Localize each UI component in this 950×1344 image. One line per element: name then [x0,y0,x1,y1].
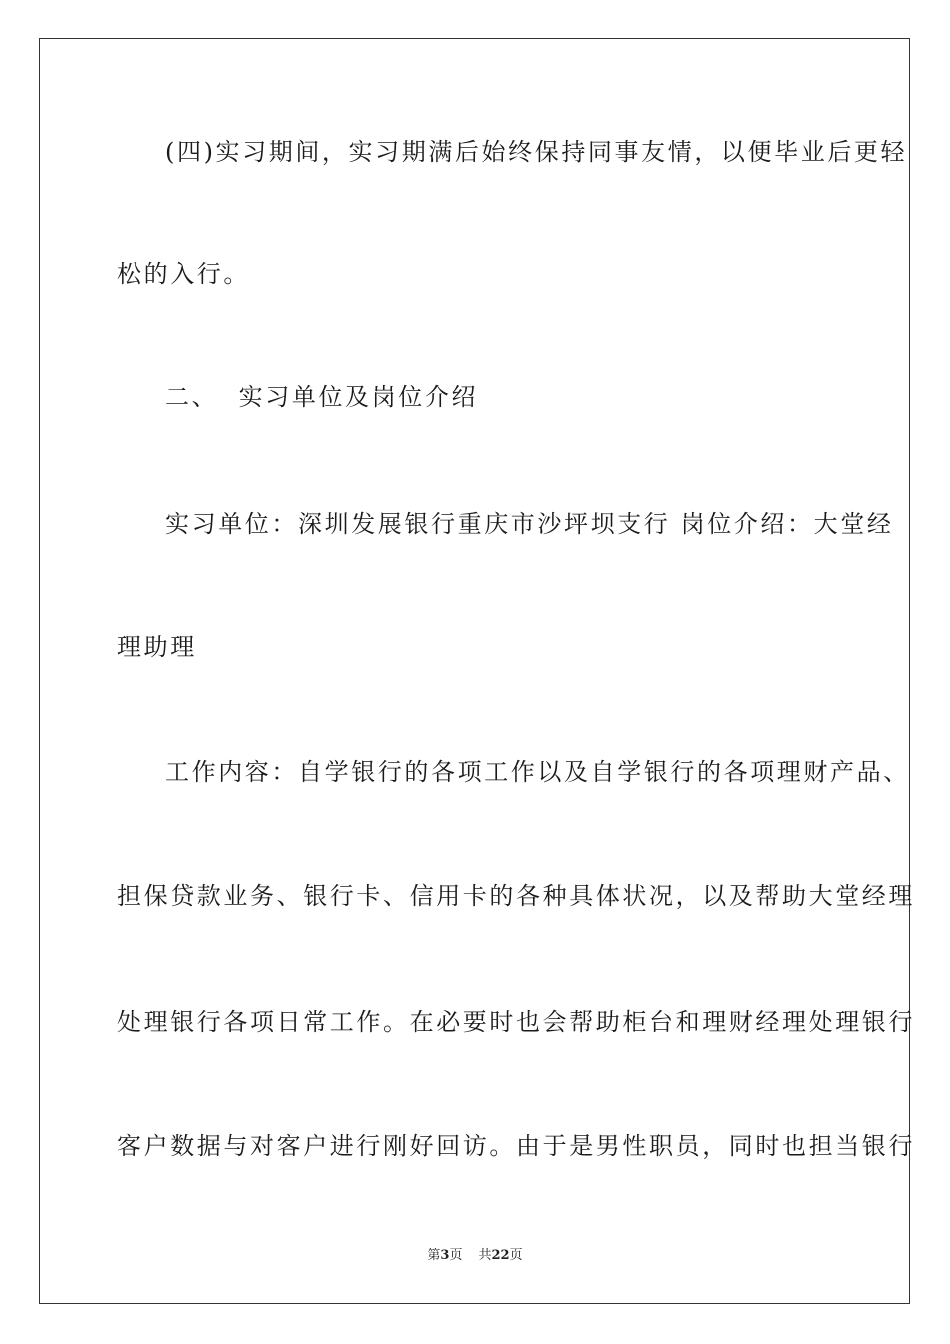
paragraph-line: 处理银行各项日常工作。在必要时也会帮助柜台和理财经理处理银行 [117,1008,915,1036]
page-footer [0,1247,950,1265]
paragraph-line: 松的入行。 [117,260,250,288]
footer-page-prefix: 第 [427,1248,441,1263]
paragraph-line: 理助理 [117,633,197,661]
paragraph-line: 客户数据与对客户进行刚好回访。由于是男性职员，同时也担当银行 [117,1132,915,1160]
footer-total-pages: 22 [491,1248,510,1263]
paragraph-line: 实习单位：深圳发展银行重庆市沙坪坝支行 岗位介绍：大堂经 [165,510,894,538]
footer-page-suffix: 页 [449,1248,463,1263]
footer-total-suffix: 页 [509,1248,523,1263]
page-border [39,38,915,1304]
paragraph-line: 担保贷款业务、银行卡、信用卡的各种具体状况，以及帮助大堂经理 [117,882,915,910]
paragraph-line: 工作内容：自学银行的各项工作以及自学银行的各项理财产品、 [165,758,910,786]
footer-total-prefix: 共 [478,1248,492,1263]
section-heading: 二、 实习单位及岗位介绍 [165,383,479,411]
footer-page-number: 3 [440,1248,450,1263]
paragraph-line: (四)实习期间，实习期满后始终保持同事友情，以便毕业后更轻 [165,138,908,166]
